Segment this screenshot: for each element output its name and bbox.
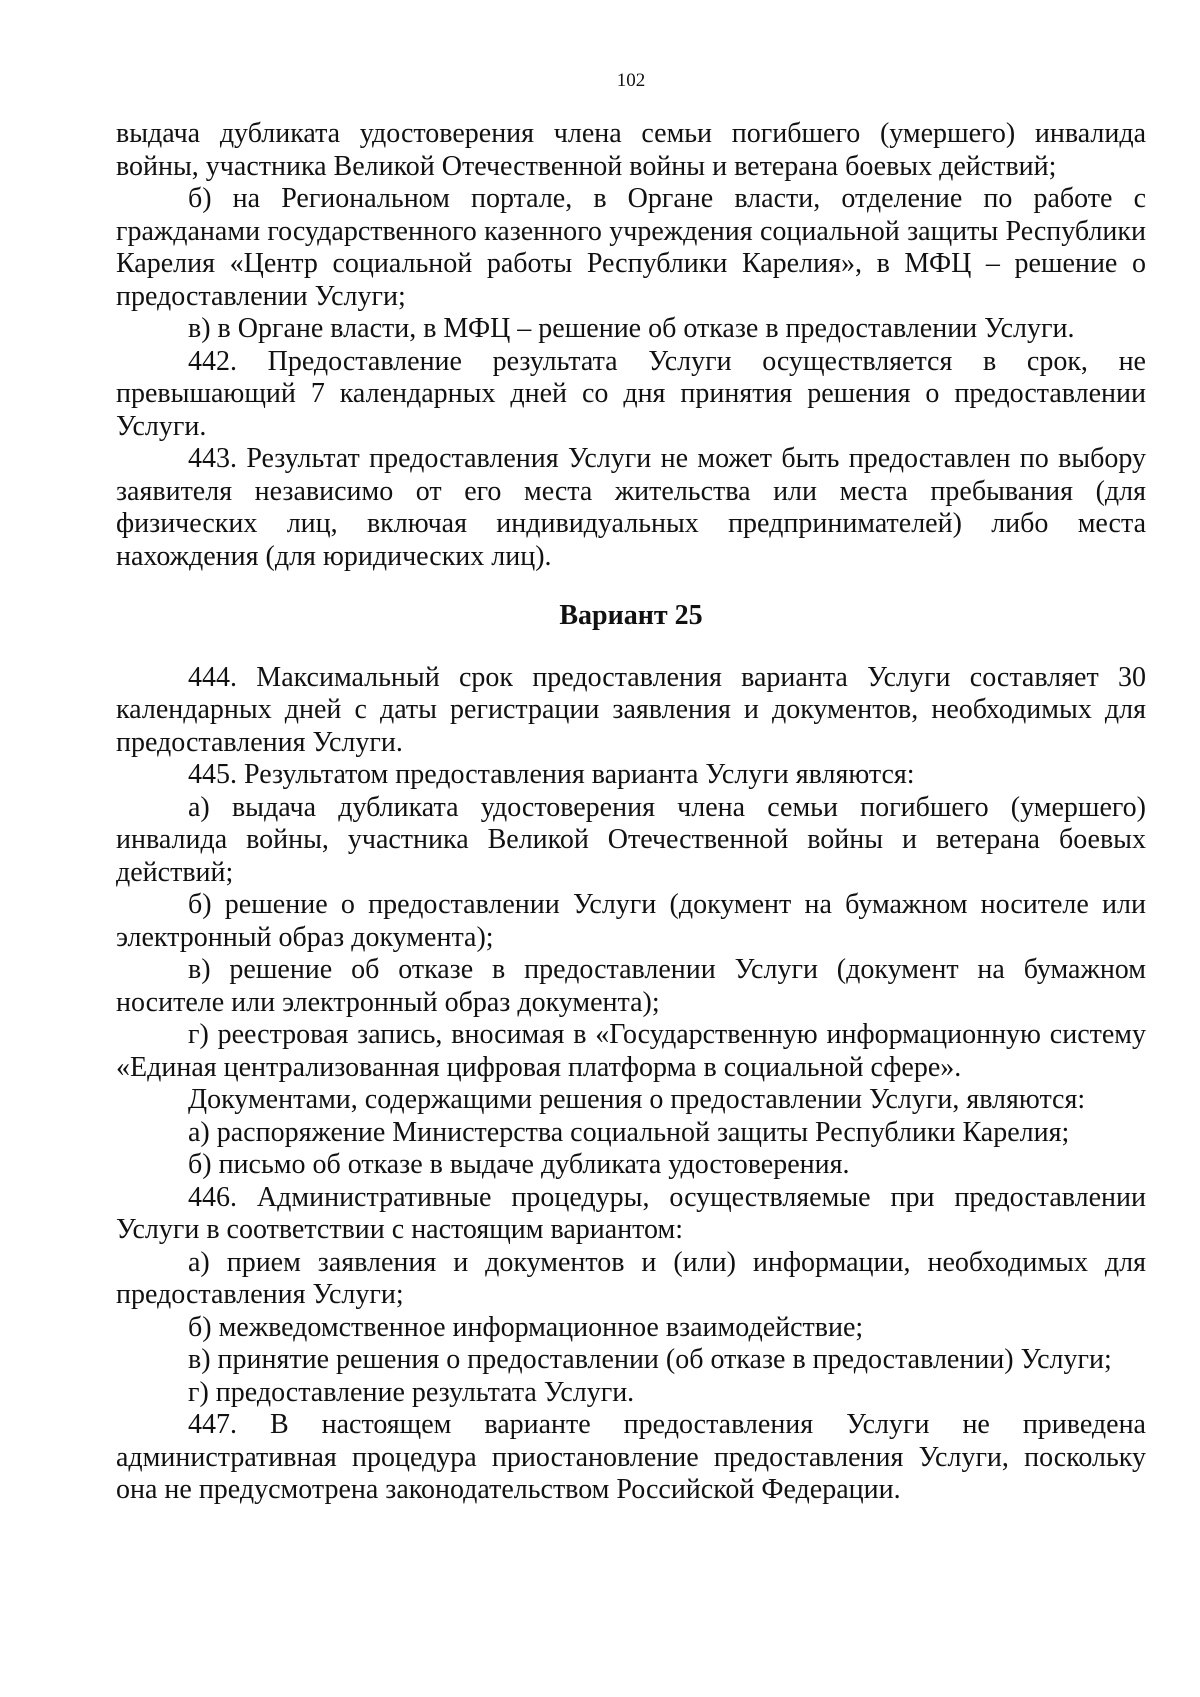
paragraph: 447. В настоящем варианте предоставления Услуги не приведена административная процедура приостановление предоставления Услуги, поскольку она не предусмотрена законодательством Российской Федерации. xyxy=(116,1409,1146,1505)
paragraph: б) межведомственное информационное взаимодействие; xyxy=(188,1311,864,1343)
paragraph: в) решение об отказе в предоставлении Услуги (документ на бумажном носителе или электронный образ документа); xyxy=(116,954,1146,1018)
paragraphs-after-heading xyxy=(116,662,1146,1507)
paragraphs-before-heading xyxy=(116,118,1146,573)
paragraph: а) распоряжение Министерства социальной защиты Республики Карелия; xyxy=(188,1116,1070,1148)
paragraph: выдача дубликата удостоверения члена семьи погибшего (умершего) инвалида войны, участника Великой Отечественной войны и ветерана боевых действий; xyxy=(116,118,1146,182)
paragraph: в) в Органе власти, в МФЦ – решение об отказе в предоставлении Услуги. xyxy=(188,313,1075,344)
paragraph: б) решение о предоставлении Услуги (документ на бумажном носителе или электронный образ документа); xyxy=(116,889,1146,953)
paragraph: б) письмо об отказе в выдаче дубликата удостоверения. xyxy=(188,1149,850,1180)
section-heading: Вариант 25 xyxy=(559,600,703,631)
paragraph: а) прием заявления и документов и (или) информации, необходимых для предоставления Услуги; xyxy=(116,1246,1146,1310)
paragraph: 442. Предоставление результата Услуги осуществляется в срок, не превышающий 7 календарных дней со дня принятия решения о предоставлении Услуги. xyxy=(116,345,1146,442)
page-number: 102 xyxy=(616,70,646,91)
paragraph: а) выдача дубликата удостоверения члена семьи погибшего (умершего) инвалида войны, участника Великой Отечественной войны и ветерана боевых действий; xyxy=(116,791,1146,888)
paragraph: 446. Административные процедуры, осуществляемые при предоставлении Услуги в соответствии с настоящим вариантом: xyxy=(116,1181,1146,1245)
paragraph: б) на Региональном портале, в Органе власти, отделение по работе с гражданами государственного казенного учреждения социальной защиты Республики Карелия «Центр социальной работы Республики Карелия», в МФЦ – решение о предоставлении Услуги; xyxy=(116,183,1146,312)
paragraph: 443. Результат предоставления Услуги не может быть предоставлен по выбору заявителя независимо от его места жительства или места пребывания (для физических лиц, включая индивидуальных предпринимателей) либо места нахождения (для юридических лиц). xyxy=(116,443,1146,572)
document-body xyxy=(116,118,1146,1507)
paragraph: 444. Максимальный срок предоставления варианта Услуги составляет 30 календарных дней с даты регистрации заявления и документов, необходимых для предоставления Услуги. xyxy=(116,661,1146,758)
paragraph: г) реестровая запись, вносимая в «Государственную информационную систему «Единая централизованная цифровая платформа в социальной сфере». xyxy=(116,1019,1146,1083)
paragraph: 445. Результатом предоставления варианта Услуги являются: xyxy=(188,759,915,790)
paragraph: в) принятие решения о предоставлении (об отказе в предоставлении) Услуги; xyxy=(188,1344,1112,1375)
paragraph: г) предоставление результата Услуги. xyxy=(188,1376,635,1408)
paragraph: Документами, содержащими решения о предоставлении Услуги, являются: xyxy=(188,1084,1086,1115)
